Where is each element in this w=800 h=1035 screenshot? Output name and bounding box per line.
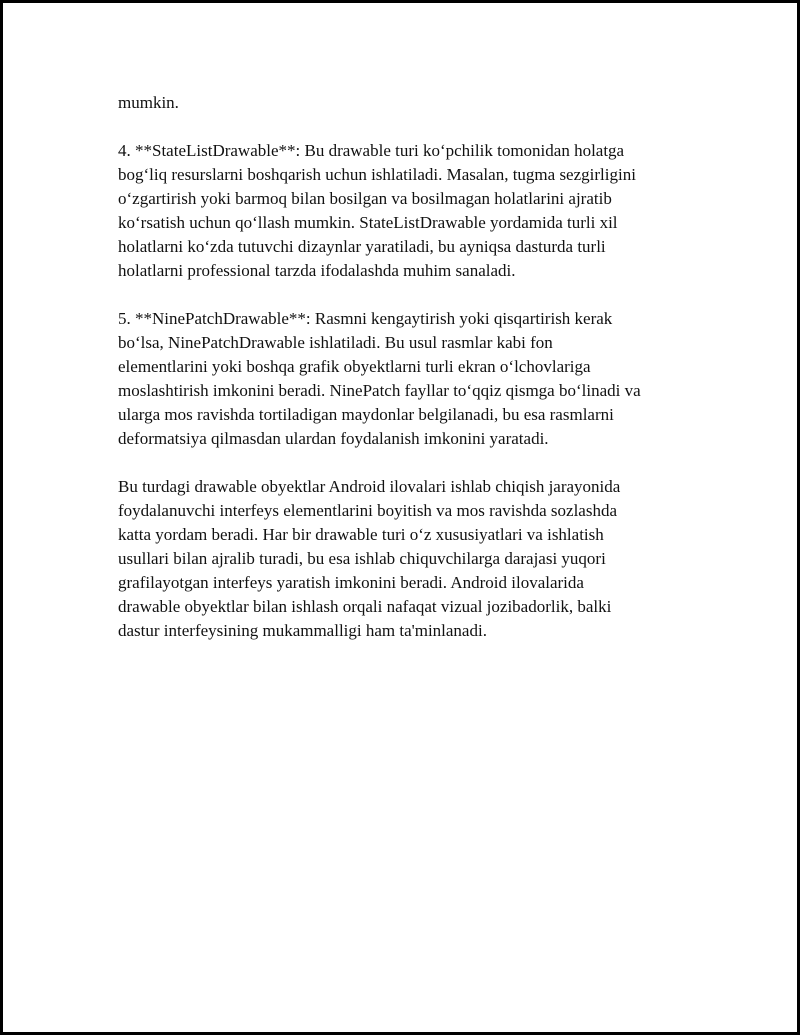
document-body <box>118 91 693 667</box>
paragraph-statelistdrawable: 4. **StateListDrawable**: Bu drawable turi ko‘pchilik tomonidan holatga bog‘liq resurslarni boshqarish uchun ishlatiladi. Masalan, tugma sezgirligini o‘zgartirish yoki barmoq bilan bosilgan va bosilmagan holatlarini ajratib ko‘rsatish uchun qo‘llash mumkin. StateListDrawable yordamida turli xil holatlarni ko‘zda tutuvchi dizaynlar yaratiladi, bu ayniqsa dasturda turli holatlarni professional tarzda ifodalashda muhim sanaladi. <box>118 141 636 280</box>
paragraph-continuation: mumkin. <box>118 93 179 112</box>
paragraph-ninepatchdrawable: 5. **NinePatchDrawable**: Rasmni kengaytirish yoki qisqartirish kerak bo‘lsa, NinePatchDrawable ishlatiladi. Bu usul rasmlar kabi fon elementlarini yoki boshqa grafik obyektlarni turli ekran o‘lchovlariga moslashtirish imkonini beradi. NinePatch fayllar to‘qqiz qismga bo‘linadi va ularga mos ravishda tortiladigan maydonlar belgilanadi, bu esa rasmlarni deformatsiya qilmasdan ulardan foydalanish imkonini yaratadi. <box>118 309 641 448</box>
paragraph-conclusion: Bu turdagi drawable obyektlar Android ilovalari ishlab chiqish jarayonida foydalanuvchi interfeys elementlarini boyitish va mos ravishda sozlashda katta yordam beradi. Har bir drawable turi o‘z xususiyatlari va ishlatish usullari bilan ajralib turadi, bu esa ishlab chiquvchilarga darajasi yuqori grafilayotgan interfeys yaratish imkonini beradi. Android ilovalarida drawable obyektlar bilan ishlash orqali nafaqat vizual jozibadorlik, balki dastur interfeysining mukammalligi ham ta'minlanadi. <box>118 477 621 640</box>
